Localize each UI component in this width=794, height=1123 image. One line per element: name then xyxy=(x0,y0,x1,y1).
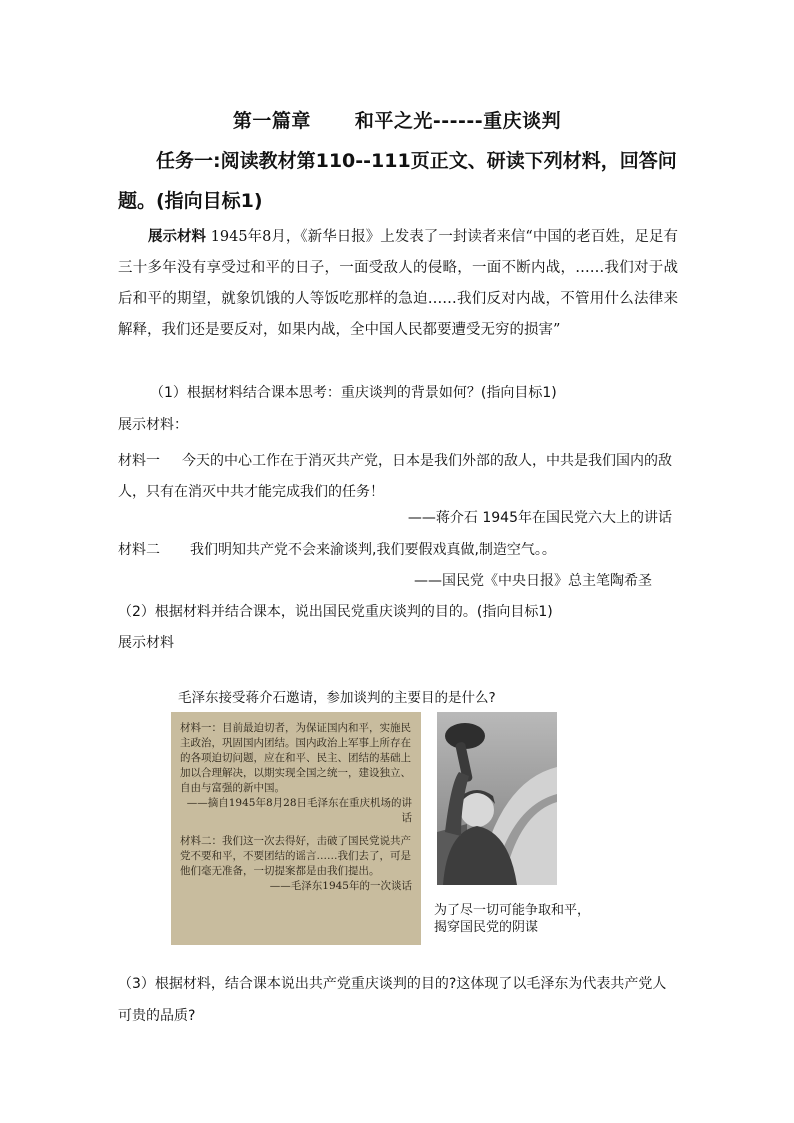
material-panel-text xyxy=(180,721,412,894)
chapter-title xyxy=(0,106,794,133)
question-1: （1）根据材料结合课本思考：重庆谈判的背景如何？(指向目标1) xyxy=(150,385,557,401)
panel-material-2: 材料二：我们这一次去得好，击破了国民党说共产党不要和平，不要团结的谣言……我们去了，可是他们毫无准备，一切提案都是由我们提出。 xyxy=(180,835,411,877)
source-b-text: 我们明知共产党不会来渝谈判,我们要假戏真做,制造空气。。 xyxy=(190,542,556,558)
chapter-topic: 和平之光------重庆谈判 xyxy=(354,110,562,132)
source-b-label: 材料二 xyxy=(118,542,160,558)
caption-line-2: 揭穿国民党的阴谋 xyxy=(434,920,539,935)
mao-waving-hat-photo xyxy=(437,712,557,885)
source-a-attribution: ——蒋介石 1945年在国民党六大上的讲话 xyxy=(407,510,672,526)
show-material-label-1: 展示材料： xyxy=(118,417,188,433)
show-material-label-2: 展示材料 xyxy=(118,635,174,651)
task-one-heading: 任务一:阅读教材第110--111页正文、研读下列材料，回答问题。(指向目标1) xyxy=(118,150,677,212)
material-1-paragraph xyxy=(118,222,678,346)
question-2: （2）根据材料并结合课本，说出国民党重庆谈判的目的。(指向目标1) xyxy=(118,604,553,620)
material-1-text: 1945年8月，《新华日报》上发表了一封读者来信“中国的老百姓，足足有三十多年没有享受过和平的日子，一面受敌人的侵略，一面不断内战，……我们对于战后和平的期望，就象饥饿的人等饭吃那样的急迫……我们反对内战，不管用什么法律来解释，我们还是要反对，如果内战，全中国人民都要遭受无穷的损害” xyxy=(118,229,679,338)
material-panel xyxy=(171,712,421,945)
photo-illustration xyxy=(437,712,557,885)
source-a-text: 今天的中心工作在于消灭共产党，日本是我们外部的敌人，中共是我们国内的敌人，只有在消灭中共才能完成我们的任务！ xyxy=(118,453,672,500)
source-a-label: 材料一 xyxy=(118,453,160,469)
chapter-label: 第一篇章 xyxy=(232,110,311,132)
panel-source-1: ——摘自1945年8月28日毛泽东在重庆机场的讲话 xyxy=(186,797,412,824)
figure-question: 毛泽东接受蒋介石邀请，参加谈判的主要目的是什么? xyxy=(178,690,496,706)
photo-caption xyxy=(434,902,590,936)
source-b-attribution: ——国民党《中央日报》总主笔陶希圣 xyxy=(414,573,652,589)
material-1-label: 展示材料 xyxy=(148,229,207,245)
panel-material-1: 材料一：目前最迫切者，为保证国内和平，实施民主政治，巩固国内团结。国内政治上军事上所存在的各项迫切问题，应在和平、民主、团结的基础上加以合理解决，以期实现全国之统一，建设独立、自由与富强的新中国。 xyxy=(180,722,411,794)
panel-source-2: ——毛泽东1945年的一次谈话 xyxy=(269,880,412,892)
source-b xyxy=(118,540,556,560)
caption-line-1: 为了尽一切可能争取和平， xyxy=(434,903,591,918)
question-3: （3）根据材料，结合课本说出共产党重庆谈判的目的?这体现了以毛泽东为代表共产党人可贵的品质? xyxy=(118,976,667,1024)
source-a xyxy=(118,446,680,508)
